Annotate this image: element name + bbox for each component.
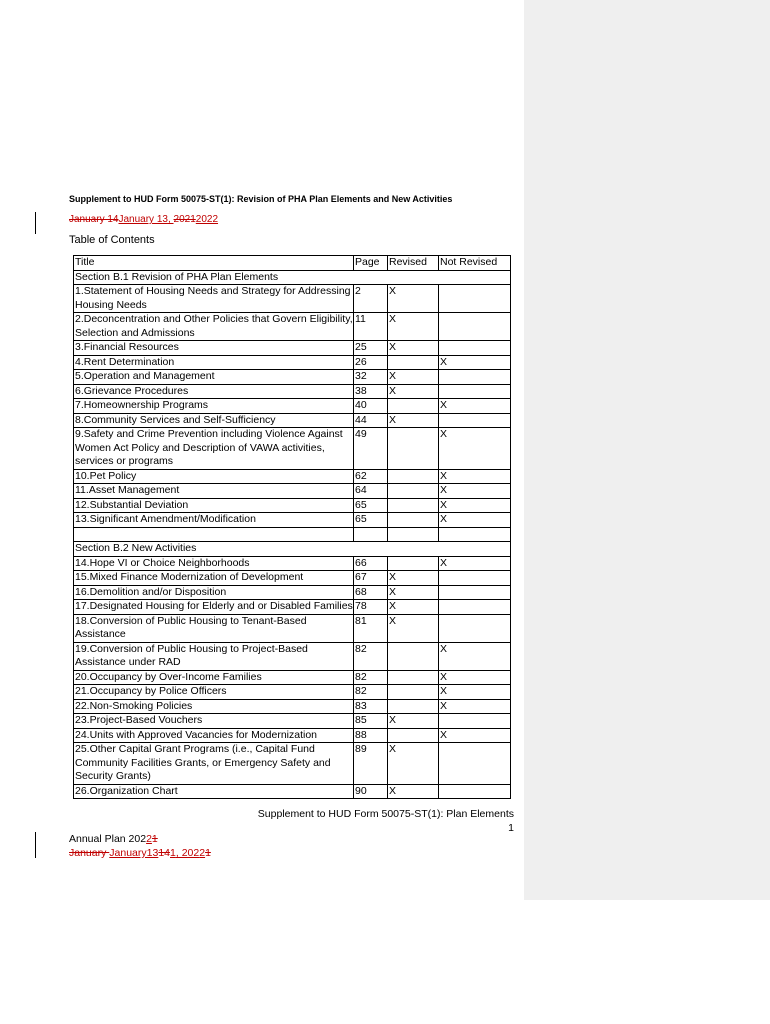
row-title: 18.Conversion of Public Housing to Tenant-Based Assistance	[74, 614, 354, 642]
row-page: 25	[354, 341, 388, 356]
row-revised	[388, 556, 439, 571]
blank-row	[74, 527, 511, 542]
row-title: 12.Substantial Deviation	[74, 498, 354, 513]
table-row	[74, 399, 511, 414]
row-title: 5.Operation and Management	[74, 370, 354, 385]
row-revised: X	[388, 784, 439, 799]
row-title: 4.Rent Determination	[74, 355, 354, 370]
row-not-revised: X	[439, 498, 511, 513]
table-row	[74, 484, 511, 499]
table-row	[74, 370, 511, 385]
row-page: 11	[354, 313, 388, 341]
row-page: 44	[354, 413, 388, 428]
table-header-row	[74, 256, 511, 271]
row-page: 82	[354, 642, 388, 670]
row-page: 40	[354, 399, 388, 414]
deleted-date: January 14	[69, 214, 119, 225]
footer-plan-info	[69, 832, 211, 860]
row-title: 7.Homeownership Programs	[74, 399, 354, 414]
row-title: 2.Deconcentration and Other Policies that Govern Eligibility, Selection and Admissions	[75, 313, 353, 339]
row-revised: X	[388, 600, 439, 615]
row-page: 26	[354, 355, 388, 370]
row-page: 65	[354, 498, 388, 513]
row-title: 16.Demolition and/or Disposition	[74, 585, 354, 600]
change-bar	[35, 212, 36, 234]
row-title: 21.Occupancy by Police Officers	[74, 685, 354, 700]
table-row	[74, 642, 511, 670]
row-title: 1.Statement of Housing Needs and Strategy for Addressing Housing Needs	[74, 285, 354, 313]
row-title: 10.Pet Policy	[74, 469, 354, 484]
table-row	[74, 355, 511, 370]
row-page: 65	[354, 513, 388, 528]
row-revised	[388, 399, 439, 414]
header-title: Title	[74, 256, 354, 271]
row-not-revised: X	[439, 355, 511, 370]
footer-form-name: Supplement to HUD Form 50075-ST(1): Plan Elements	[257, 808, 514, 820]
page-number: 1	[508, 821, 514, 834]
row-title: 23.Project-Based Vouchers	[74, 714, 354, 729]
row-page: 90	[354, 784, 388, 799]
section-title: Section B.1 Revision of PHA Plan Elements	[74, 270, 511, 285]
row-revised	[388, 428, 439, 470]
row-title: 22.Non-Smoking Policies	[74, 699, 354, 714]
row-revised: X	[388, 571, 439, 586]
row-revised: X	[388, 614, 439, 642]
row-page: 88	[354, 728, 388, 743]
table-row	[74, 699, 511, 714]
table-row	[74, 743, 511, 785]
row-page: 85	[354, 714, 388, 729]
revision-date	[69, 214, 218, 225]
row-not-revised	[439, 571, 511, 586]
row-page: 78	[354, 600, 388, 615]
row-not-revised	[439, 313, 511, 341]
footer-date: January January13141, 20221	[69, 847, 211, 859]
row-revised: X	[388, 585, 439, 600]
table-row	[74, 670, 511, 685]
row-not-revised: X	[439, 685, 511, 700]
row-not-revised	[439, 341, 511, 356]
toc-title: Table of Contents	[69, 234, 155, 246]
header-revised: Revised	[388, 256, 439, 271]
inserted-date: January 13	[118, 214, 168, 225]
row-revised: X	[388, 714, 439, 729]
table-row	[74, 469, 511, 484]
row-title: 24.Units with Approved Vacancies for Modernization	[74, 728, 354, 743]
row-title: 13.Significant Amendment/Modification	[74, 513, 354, 528]
row-page: 67	[354, 571, 388, 586]
table-row	[74, 413, 511, 428]
row-page: 38	[354, 384, 388, 399]
row-title: 17.Designated Housing for Elderly and or Disabled Families	[75, 600, 353, 612]
table-row	[74, 728, 511, 743]
inserted-year: 2022	[195, 214, 219, 225]
table-row	[74, 784, 511, 799]
row-not-revised: X	[439, 670, 511, 685]
row-page: 49	[354, 428, 388, 470]
row-title: 15.Mixed Finance Modernization of Development	[74, 571, 354, 586]
header-not-revised: Not Revised	[439, 256, 511, 271]
row-revised: X	[388, 370, 439, 385]
row-revised	[388, 355, 439, 370]
row-page: 83	[354, 699, 388, 714]
deleted-year: 2021	[173, 214, 196, 225]
row-page: 32	[354, 370, 388, 385]
table-row	[74, 313, 511, 341]
row-not-revised	[439, 614, 511, 642]
footer-form-title	[258, 808, 514, 835]
row-not-revised	[439, 370, 511, 385]
table-row	[74, 571, 511, 586]
row-page: 66	[354, 556, 388, 571]
row-not-revised	[439, 784, 511, 799]
row-not-revised: X	[439, 556, 511, 571]
row-revised	[388, 642, 439, 670]
annual-plan-label: Annual Plan 20221	[69, 833, 158, 845]
row-page: 2	[354, 285, 388, 313]
table-row	[74, 714, 511, 729]
row-page: 81	[354, 614, 388, 642]
row-title: 3.Financial Resources	[74, 341, 354, 356]
table-row	[74, 513, 511, 528]
row-revised	[388, 670, 439, 685]
row-not-revised	[439, 600, 511, 615]
row-revised	[388, 513, 439, 528]
section-row	[74, 270, 511, 285]
row-page: 64	[354, 484, 388, 499]
row-not-revised	[439, 743, 511, 785]
row-not-revised: X	[439, 428, 511, 470]
section-row	[74, 542, 511, 557]
row-page: 68	[354, 585, 388, 600]
table-row	[74, 600, 511, 615]
row-page: 89	[354, 743, 388, 785]
table-row	[74, 341, 511, 356]
row-revised	[388, 685, 439, 700]
row-revised: X	[388, 413, 439, 428]
row-title: 26.Organization Chart	[74, 784, 354, 799]
row-title: 25.Other Capital Grant Programs (i.e., Capital Fund Community Facilities Grants, or Emergency Safety and Security Grants)	[74, 743, 354, 785]
row-not-revised: X	[439, 469, 511, 484]
row-title: 20.Occupancy by Over-Income Families	[74, 670, 354, 685]
date-separator: ,	[167, 214, 174, 225]
toc-table	[73, 255, 511, 799]
document-heading: Supplement to HUD Form 50075-ST(1): Revision of PHA Plan Elements and New Activities	[69, 194, 453, 204]
row-not-revised: X	[439, 699, 511, 714]
row-revised: X	[388, 313, 439, 341]
row-revised: X	[388, 285, 439, 313]
row-title: 14.Hope VI or Choice Neighborhoods	[74, 556, 354, 571]
row-not-revised	[439, 714, 511, 729]
row-title: 8.Community Services and Self-Sufficiency	[74, 413, 354, 428]
row-not-revised	[439, 585, 511, 600]
section-title: Section B.2 New Activities	[74, 542, 511, 557]
markup-pane	[524, 0, 770, 900]
row-revised	[388, 728, 439, 743]
row-page: 82	[354, 670, 388, 685]
table-row	[74, 384, 511, 399]
table-row	[74, 685, 511, 700]
row-page: 82	[354, 685, 388, 700]
row-revised: X	[388, 341, 439, 356]
row-revised	[388, 498, 439, 513]
row-not-revised: X	[439, 484, 511, 499]
row-title: 9.Safety and Crime Prevention including Violence Against Women Act Policy and Description of VAWA activities, services or programs	[74, 428, 354, 470]
row-title: 11.Asset Management	[74, 484, 354, 499]
row-page: 62	[354, 469, 388, 484]
row-not-revised	[439, 413, 511, 428]
row-title: 19.Conversion of Public Housing to Project-Based Assistance under RAD	[74, 642, 354, 670]
change-bar	[35, 832, 36, 858]
row-not-revised: X	[439, 642, 511, 670]
row-revised	[388, 699, 439, 714]
row-not-revised: X	[439, 728, 511, 743]
table-row	[74, 428, 511, 470]
table-row	[74, 285, 511, 313]
row-revised	[388, 484, 439, 499]
row-revised: X	[388, 743, 439, 785]
row-not-revised	[439, 384, 511, 399]
table-row	[74, 585, 511, 600]
table-row	[74, 498, 511, 513]
row-not-revised	[439, 285, 511, 313]
header-page: Page	[354, 256, 388, 271]
row-revised	[388, 469, 439, 484]
row-not-revised: X	[439, 513, 511, 528]
row-not-revised: X	[439, 399, 511, 414]
row-revised: X	[388, 384, 439, 399]
row-title: 6.Grievance Procedures	[74, 384, 354, 399]
table-row	[74, 556, 511, 571]
table-row	[74, 614, 511, 642]
